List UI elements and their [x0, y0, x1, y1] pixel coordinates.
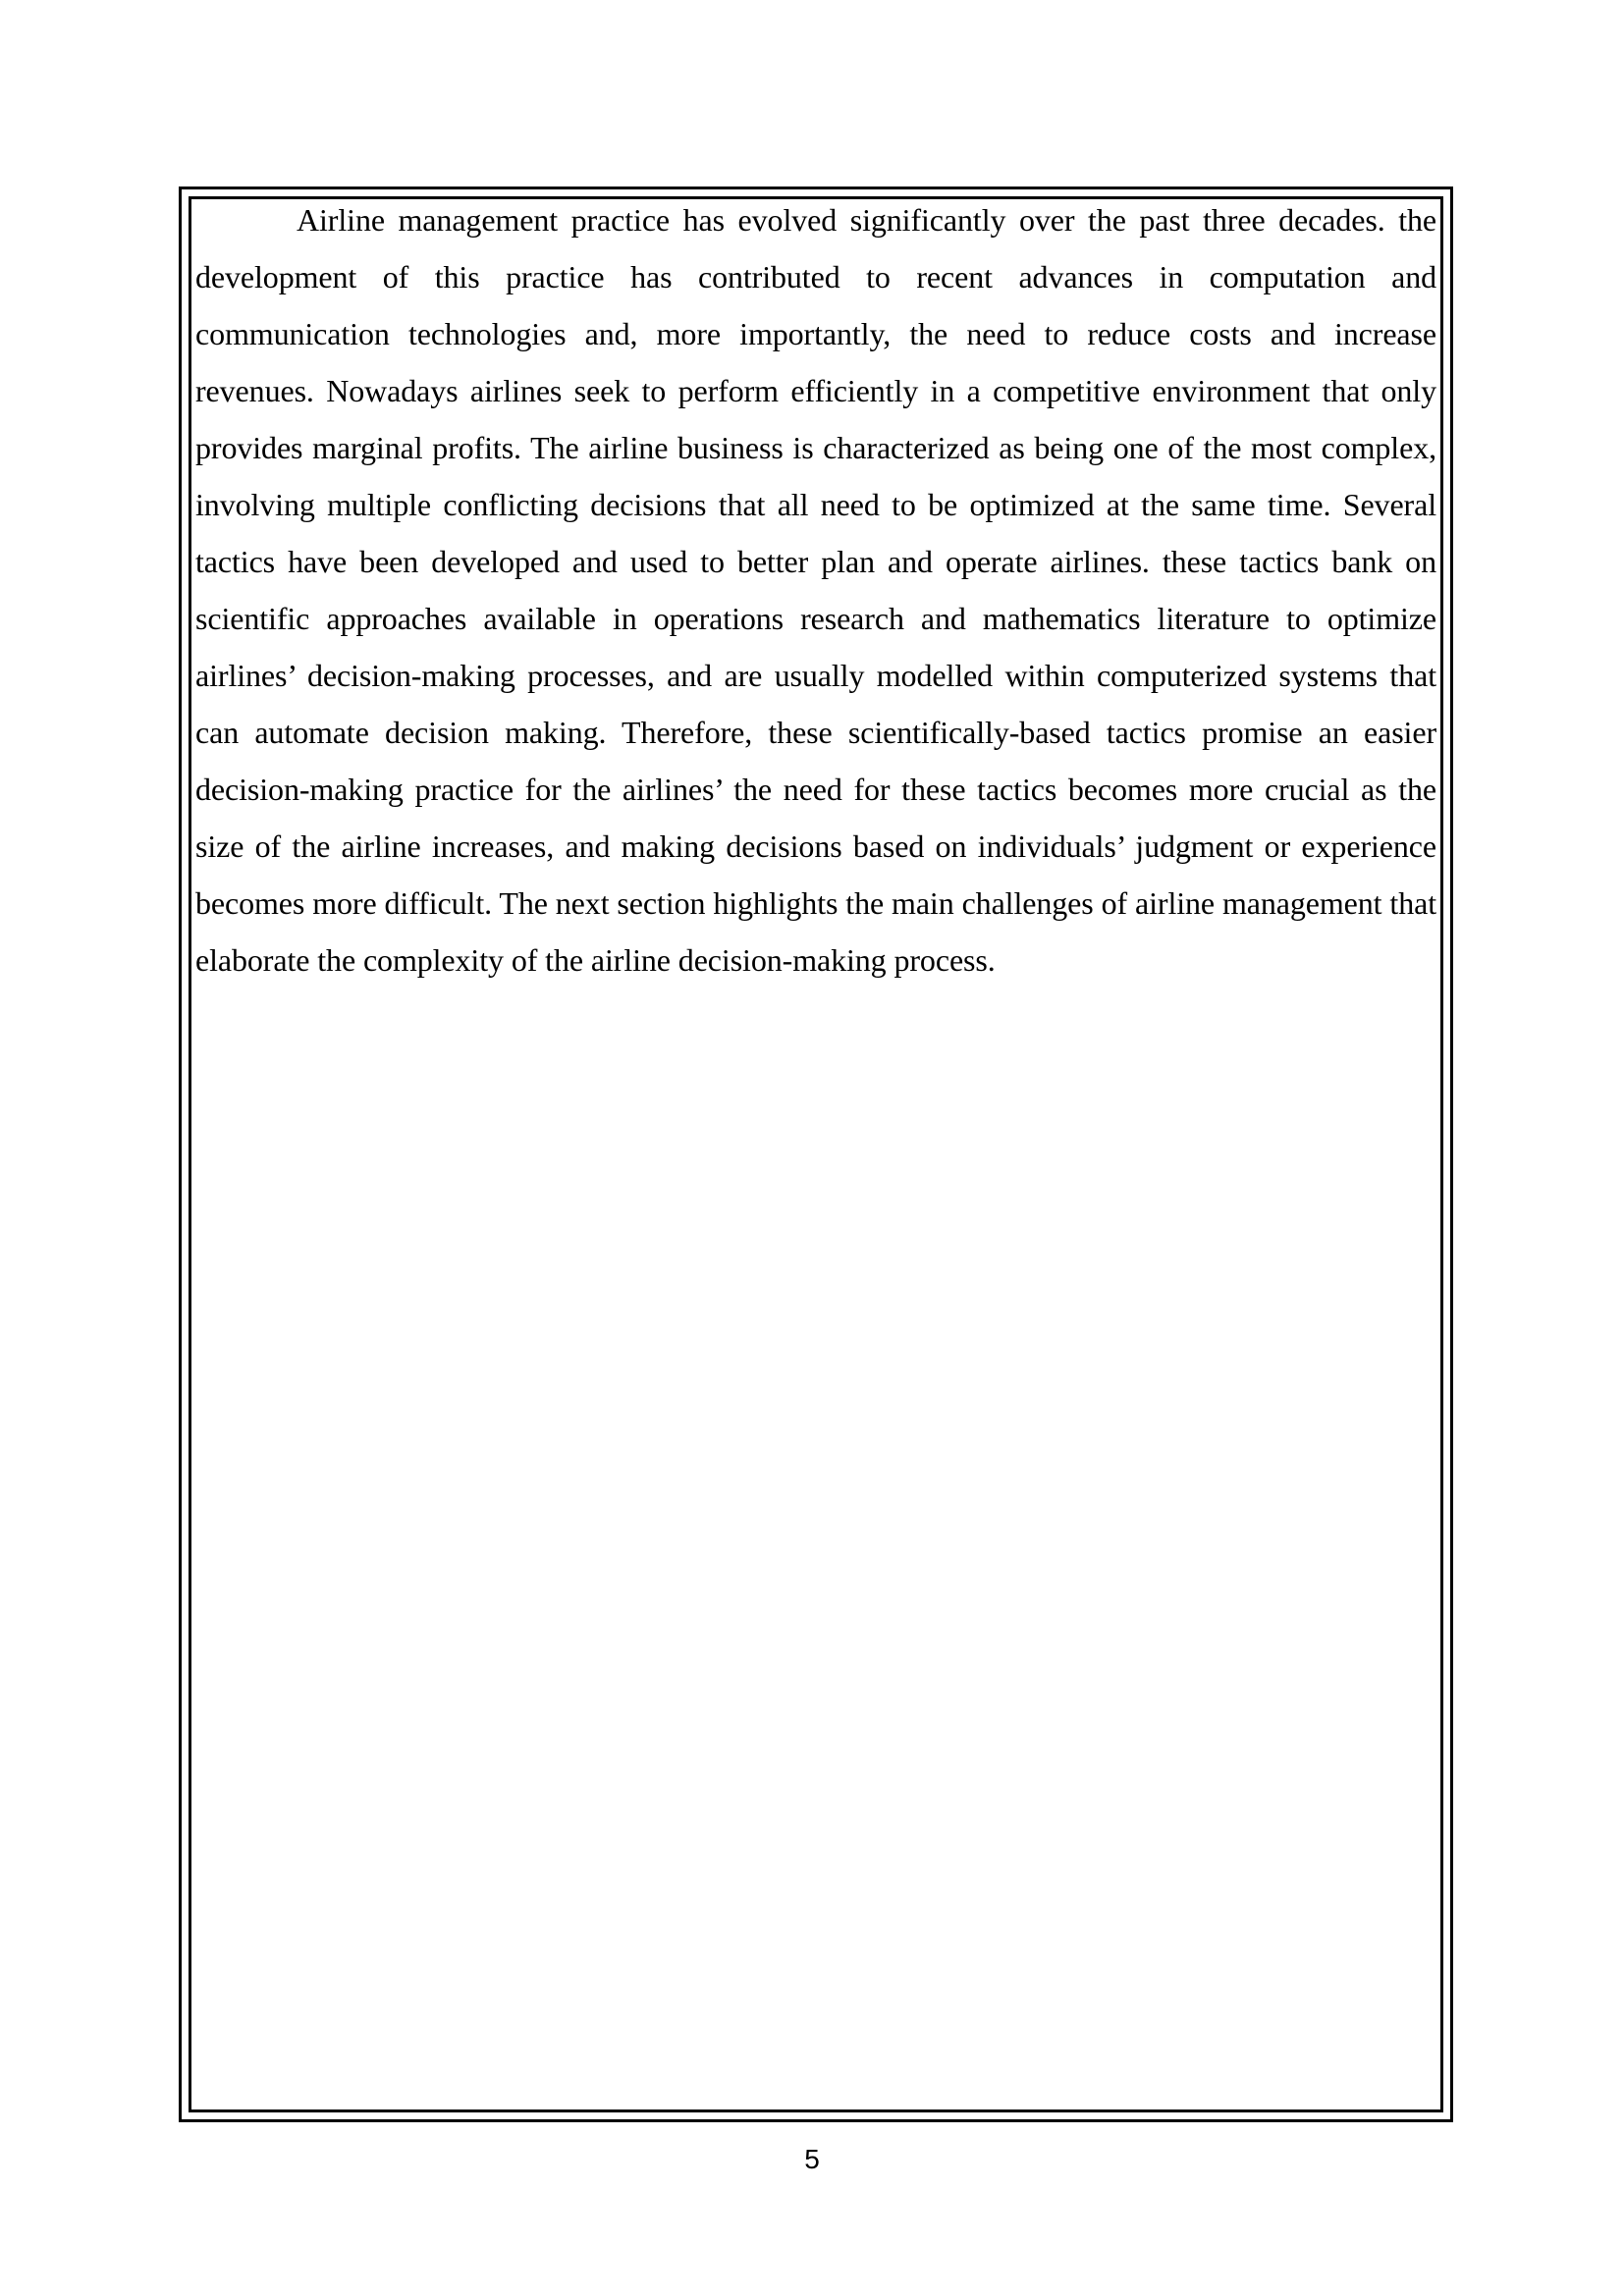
page-number: 5 [804, 2144, 820, 2174]
body-paragraph: Airline management practice has evolved significantly over the past three decades. the development of this practice has contributed to recent advances in computation and communication technologies and, more importantly, the need to reduce costs and increase revenues. Nowadays airlines seek to perform efficiently in a competitive environment that only provides marginal profits. The airline business is characterized as being one of the most complex, involving multiple conflicting decisions that all need to be optimized at the same time. Several tactics have been developed and used to better plan and operate airlines. these tactics bank on scientific approaches available in operations research and mathematics literature to optimize airlines’ decision-making processes, and are usually modelled within computerized systems that can automate decision making. Therefore, these scientifically-based tactics promise an easier decision-making practice for the airlines’ the need for these tactics becomes more crucial as the size of the airline increases, and making decisions based on individuals’ judgment or experience becomes more difficult. The next section highlights the main challenges of airline management that elaborate the complexity of the airline decision-making process. [195, 202, 1436, 978]
